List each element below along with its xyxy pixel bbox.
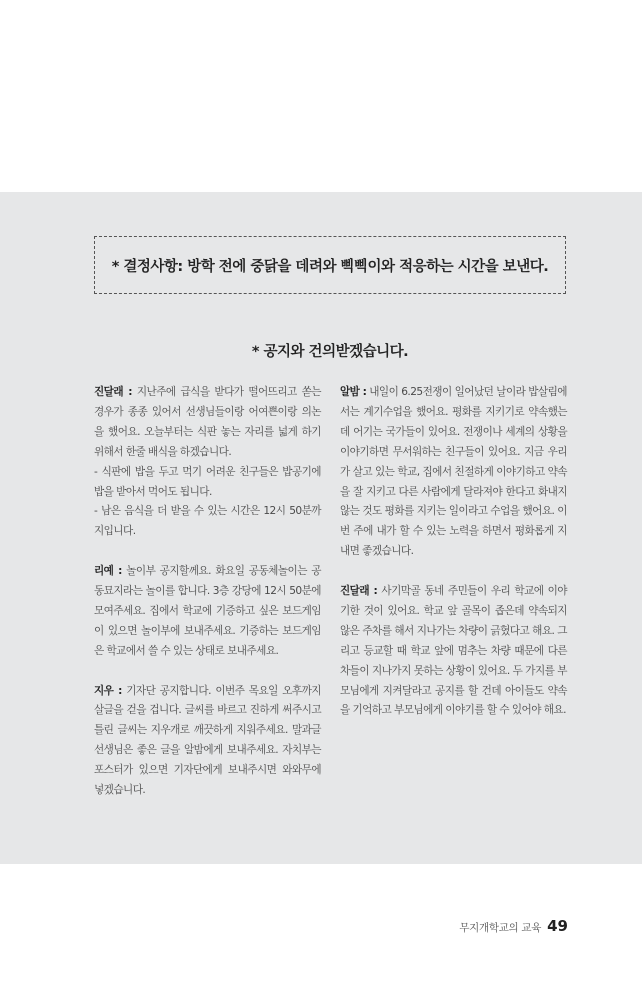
book-title: 무지개학교의 교육 (459, 922, 542, 934)
entry-paragraph (94, 383, 321, 463)
entry-text: 사기막골 동네 주민들이 우리 학교에 이야기한 것이 있어요. 학교 앞 골목이 좁은데 약속되지 않은 주차를 해서 지나가는 차량이 긁혔다고 해요. 그리고 등교할 때 학교 앞에 멈추는 차량 때문에 다른 차들이 지나가지 못하는 상황이 있어요. 두 가지를 부모님에게 지켜달라고 공지를 할 건데 아이들도 약속을 기억하고 부모님에게 이야기를 할 수 있어야 해요. (340, 585, 567, 717)
right-column (340, 383, 567, 741)
entry-bullet: - 식판에 밥을 두고 먹기 어려운 친구들은 밥공기에 밥을 받아서 먹어도 됩니다. (94, 465, 321, 498)
notice-title: * 공지와 건의받겠습니다. (251, 344, 409, 360)
speaker-name: 리예 : (94, 565, 122, 578)
speaker-name: 지우 : (94, 684, 122, 697)
entry (94, 562, 321, 662)
entry-bullet: - 남은 음식을 더 받을 수 있는 시간은 12시 50분까지입니다. (94, 505, 321, 538)
speaker-name: 알밤 : (340, 386, 367, 398)
entry (94, 682, 321, 801)
page-number: 49 (547, 917, 568, 935)
decision-text: * 결정사항: 방학 전에 중닭을 데려와 삑삑이와 적응하는 시간을 보낸다. (111, 258, 549, 275)
decision-box (94, 236, 566, 294)
entry-paragraph (94, 682, 321, 801)
entry-text: 내일이 6.25전쟁이 일어났던 날이라 밥살림에서는 계기수업을 했어요. 평화를 지키기로 약속했는데 어기는 국가들이 있어요. 전쟁이나 세계의 상황을 이야기하면 무서워하는 친구들이 있어요. 지금 우리가 살고 있는 학교, 집에서 친절하게 이야기하고 약속을 잘 지키고 다른 사람에게 달라져야 한다고 화내지 않는 것도 평화를 지키는 일이라고 수업을 했어요. 이번 주에 내가 할 수 있는 노력을 하면서 평화롭게 지내면 좋겠습니다. (340, 386, 567, 558)
left-column (94, 383, 321, 821)
speaker-name: 진달래 : (94, 386, 132, 398)
speaker-name: 진달래 : (340, 585, 378, 598)
entry-paragraph (94, 562, 321, 662)
entry-text: 놀이부 공지할께요. 화요일 공동체놀이는 공동묘지라는 놀이를 합니다. 3층 강당에 12시 50분에 모여주세요. 집에서 학교에 기증하고 싶은 보드게임이 있으면 놀이부에 보내주세요. 기증하는 보드게임은 학교에서 쓸 수 있는 상태로 보내주세요. (94, 565, 321, 657)
entry-text: 지난주에 급식을 받다가 떨어뜨리고 쏟는 경우가 종종 있어서 선생님들이랑 어여쁜이랑 의논을 했어요. 오늘부터는 식판 놓는 자리를 넓게 하기 위해서 한줄 배식을 하겠습니다. (94, 386, 321, 458)
entry-text: 기자단 공지합니다. 이번주 목요일 오후까지 살글을 걷을 겁니다. 글씨를 바르고 진하게 써주시고 틀린 글씨는 지우개로 깨끗하게 지워주세요. 말과글 선생님은 좋은 글을 알밤에게 보내주세요. 자치부는 포스터가 있으면 기자단에게 보내주시면 와와무에 넣겠습니다. (94, 684, 321, 797)
entry (340, 383, 567, 562)
entry (340, 582, 567, 721)
page-footer (330, 916, 568, 935)
entry-paragraph (340, 383, 567, 562)
entry-paragraph (340, 582, 567, 721)
entry (94, 383, 321, 542)
